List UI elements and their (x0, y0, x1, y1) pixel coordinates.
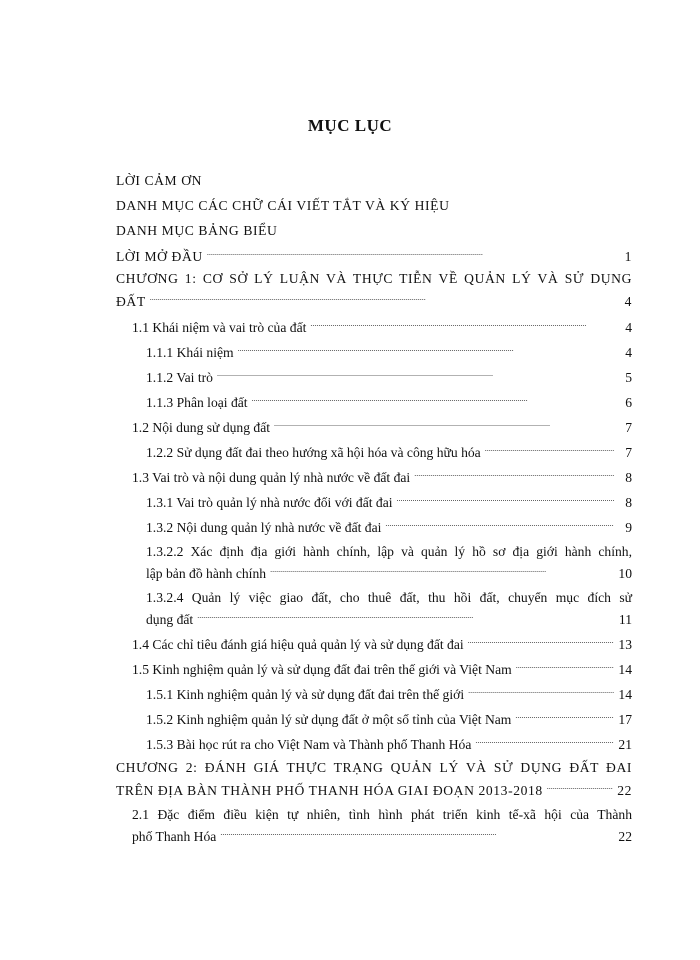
toc-entry-text: LỜI MỞ ĐẦU (116, 249, 203, 264)
toc-entry-text: phố Thanh Hóa (132, 829, 217, 844)
toc-entry-page: 8 (625, 495, 632, 510)
toc-entry-text: 1.3 Vai trò và nội dung quản lý nhà nước về đất đai (132, 470, 411, 485)
dot-leader (547, 781, 613, 795)
toc-entry-2-1 (132, 827, 632, 845)
toc-entry-1-2 (132, 418, 632, 436)
dot-leader (468, 635, 614, 649)
dot-leader (217, 368, 614, 382)
toc-entry-1-5-1 (146, 685, 632, 703)
toc-entry-text: 1.5.1 Kinh nghiệm quản lý và sử dụng đất đai trên thế giới (146, 687, 465, 702)
toc-entry-2-1-line1: 2.1 Đặc điểm điều kiện tự nhiên, tình hình phát triển kinh tế-xã hội của Thành (132, 807, 632, 822)
toc-entry-1-3-1 (146, 493, 632, 511)
toc-entry-page: 17 (618, 712, 632, 727)
toc-entry-1-3-2-2-line1: 1.3.2.2 Xác định địa giới hành chính, lập và quản lý hồ sơ địa giới hành chính, (146, 544, 632, 559)
toc-entry-page: 4 (625, 320, 632, 335)
toc-entry-page: 14 (618, 687, 632, 702)
toc-entry-1-5-3 (146, 735, 632, 753)
dot-leader (515, 710, 614, 724)
toc-entry-1-3 (132, 468, 632, 486)
toc-entry-1-3-2 (146, 518, 632, 536)
toc-entry-text: 1.2 Nội dung sử dụng đất (132, 420, 271, 435)
toc-front-danh-muc-chu-cai: DANH MỤC CÁC CHỮ CÁI VIẾT TẮT VÀ KÝ HIỆU (116, 198, 450, 213)
toc-entry-text: 1.1.3 Phân loại đất (146, 395, 248, 410)
toc-entry-page: 8 (625, 470, 632, 485)
dot-leader (414, 468, 614, 482)
toc-front-loi-cam-on: LỜI CẢM ƠN (116, 173, 203, 188)
toc-entry-1-3-2-2 (146, 564, 632, 582)
dot-leader (270, 564, 614, 578)
toc-entry-page: 14 (618, 662, 632, 677)
toc-entry-text: lập bản đồ hành chính (146, 566, 267, 581)
toc-entry-page: 4 (624, 294, 632, 309)
toc-entry-chuong-1-line1: CHƯƠNG 1: CƠ SỞ LÝ LUẬN VÀ THỰC TIỄN VỀ QUẢN LÝ VÀ SỬ DỤNG (116, 271, 632, 286)
toc-entry-page: 10 (618, 566, 632, 581)
toc-entry-page: 22 (618, 829, 632, 844)
toc-entry-1-3-2-4-line1: 1.3.2.4 Quản lý việc giao đất, cho thuê đất, thu hồi đất, chuyển mục đích sử (146, 590, 632, 605)
toc-title: MỤC LỤC (307, 116, 393, 135)
toc-entry-page: 6 (625, 395, 632, 410)
dot-leader (220, 827, 614, 841)
toc-entry-page: 11 (618, 612, 632, 627)
toc-entry-page: 5 (625, 370, 632, 385)
dot-leader (310, 318, 614, 332)
dot-leader (274, 418, 614, 432)
toc-entry-page: 21 (618, 737, 632, 752)
toc-entry-text: 1.5.3 Bài học rút ra cho Việt Nam và Thành phố Thanh Hóa (146, 737, 472, 752)
toc-entry-page: 7 (625, 420, 632, 435)
toc-entry-chuong-2 (116, 781, 632, 799)
dot-leader (397, 493, 614, 507)
toc-entry-1-5 (132, 660, 632, 678)
toc-entry-text: 1.2.2 Sử dụng đất đai theo hướng xã hội hóa và công hữu hóa (146, 445, 481, 460)
dot-leader (197, 610, 614, 624)
toc-entry-loi-mo-dau (116, 247, 632, 265)
toc-entry-text: 1.3.1 Vai trò quản lý nhà nước đối với đất đai (146, 495, 393, 510)
toc-entry-text: 1.5 Kinh nghiệm quản lý và sử dụng đất đai trên thế giới và Việt Nam (132, 662, 512, 677)
toc-entry-1-2-2 (146, 443, 632, 461)
toc-entry-page: 7 (625, 445, 632, 460)
toc-entry-page: 22 (617, 783, 632, 798)
toc-entry-text: 1.5.2 Kinh nghiệm quản lý sử dụng đất ở một số tỉnh của Việt Nam (146, 712, 512, 727)
toc-entry-page: 13 (618, 637, 632, 652)
toc-entry-1-1-2 (146, 368, 632, 386)
toc-entry-1-5-2 (146, 710, 632, 728)
dot-leader (385, 518, 614, 532)
toc-entry-text: 1.1.2 Vai trò (146, 370, 213, 385)
toc-entry-page: 4 (625, 345, 632, 360)
dot-leader (207, 247, 614, 261)
toc-entry-text: 1.3.2 Nội dung quản lý nhà nước về đất đai (146, 520, 382, 535)
toc-entry-text: 1.4 Các chỉ tiêu đánh giá hiệu quả quản lý và sử dụng đất đai (132, 637, 464, 652)
toc-entry-chuong-2-line1: CHƯƠNG 2: ĐÁNH GIÁ THỰC TRẠNG QUẢN LÝ VÀ SỬ DỤNG ĐẤT ĐAI (116, 760, 632, 775)
dot-leader (485, 443, 614, 457)
toc-entry-text: 1.1.1 Khái niệm (146, 345, 234, 360)
toc-entry-1-3-2-4 (146, 610, 632, 628)
toc-entry-1-4 (132, 635, 632, 653)
toc-entry-1-1-3 (146, 393, 632, 411)
toc-entry-page: 9 (625, 520, 632, 535)
toc-front-danh-muc-bang-bieu: DANH MỤC BẢNG BIỂU (116, 223, 278, 238)
dot-leader (238, 343, 614, 357)
toc-entry-text: 1.1 Khái niệm và vai trò của đất (132, 320, 307, 335)
toc-entry-1-1 (132, 318, 632, 336)
dot-leader (475, 735, 614, 749)
toc-entry-text: ĐẤT (116, 294, 146, 309)
toc-entry-text: dụng đất (146, 612, 194, 627)
toc-entry-chuong-1 (116, 292, 632, 310)
dot-leader (252, 393, 614, 407)
toc-entry-page: 1 (624, 249, 632, 264)
dot-leader (150, 292, 614, 306)
toc-entry-text: TRÊN ĐỊA BÀN THÀNH PHỐ THANH HÓA GIAI ĐOẠN 2013-2018 (116, 783, 543, 798)
dot-leader (468, 685, 614, 699)
toc-entry-1-1-1 (146, 343, 632, 361)
dot-leader (516, 660, 614, 674)
